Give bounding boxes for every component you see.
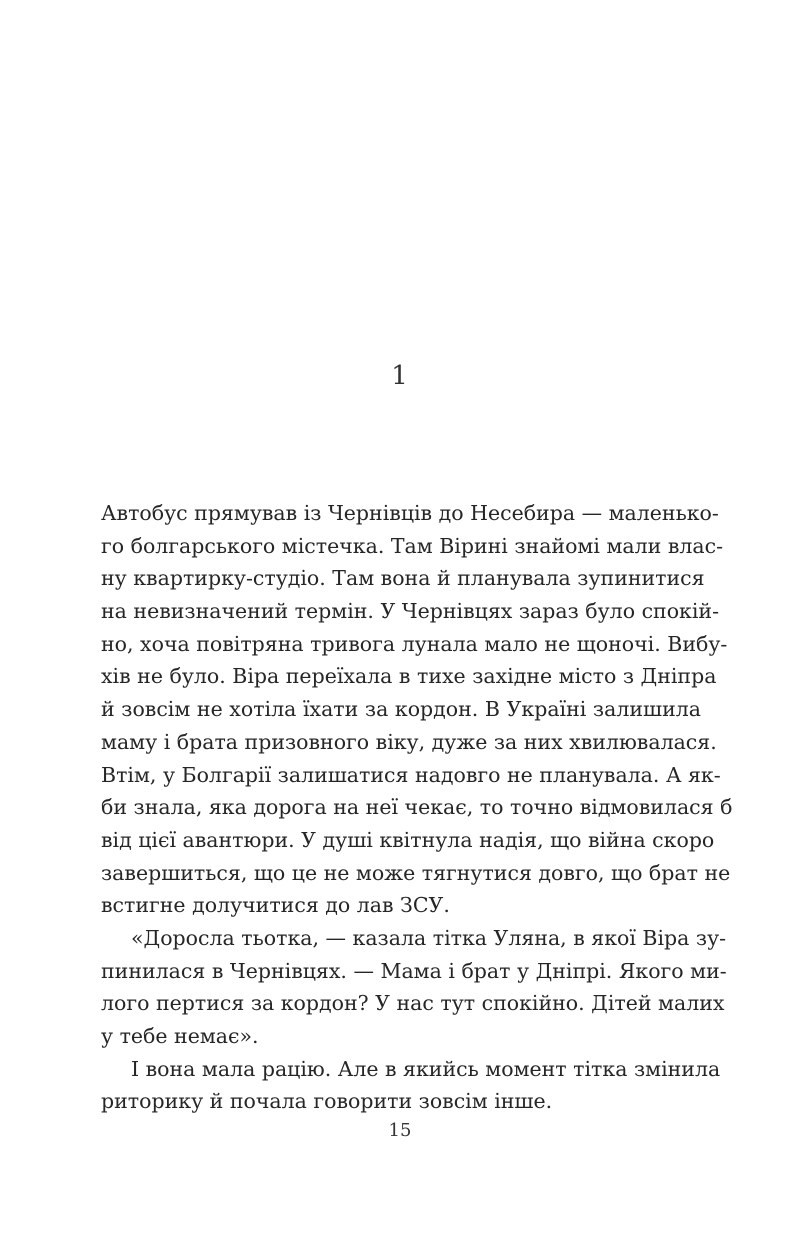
text-line: у тебе немає». [101, 1024, 259, 1048]
chapter-number: 1 [391, 361, 409, 391]
text-line: лого пертися за кордон? У нас тут спокійно. Дітей малих [101, 991, 725, 1016]
text-line: на невизначений термін. У Чернівцях зараз було спокій- [101, 599, 720, 624]
text-line: й зовсім не хотіла їхати за кордон. В Україні залишила [101, 697, 701, 722]
text-line: завершиться, що це не може тягнутися довго, що брат не [101, 860, 731, 885]
text-line: хів не було. Віра переїхала в тихе західне місто з Дніпра [101, 664, 717, 689]
text-line: встигне долучитися до лав ЗСУ. [101, 893, 450, 918]
text-line: риторику й почала говорити зовсім інше. [101, 1089, 553, 1114]
text-line: маму і брата призовного віку, дуже за них хвилювалася. [101, 729, 717, 754]
body-text [101, 497, 733, 1118]
text-line: ну квартирку-студіо. Там вона й планувала зупинитися [101, 566, 705, 591]
text-line: би знала, яка дорога на неї чекає, то точно відмовилася б [101, 795, 733, 820]
text-line: но, хоча повітряна тривога лунала мало не щоночі. Вибу- [101, 631, 728, 656]
text-line: го болгарського містечка. Там Вірині знайомі мали влас- [101, 533, 724, 558]
page-number: 15 [388, 1120, 412, 1141]
text-line: пинилася в Чернівцях. — Мама і брат у Дніпрі. Якого ми- [101, 958, 727, 983]
text-line: від цієї авантюри. У душі квітнула надія, що війна скоро [101, 827, 715, 852]
text-line: Автобус прямував із Чернівців до Несебира — маленько- [101, 501, 719, 525]
text-line: Втім, у Болгарії залишатися надовго не планувала. А як- [101, 762, 721, 787]
text-line: «Доросла тьотка, — казала тітка Уляна, в якої Віра зу- [131, 925, 727, 950]
text-line: І вона мала рацію. Але в якийсь момент тітка змінила [131, 1056, 721, 1081]
